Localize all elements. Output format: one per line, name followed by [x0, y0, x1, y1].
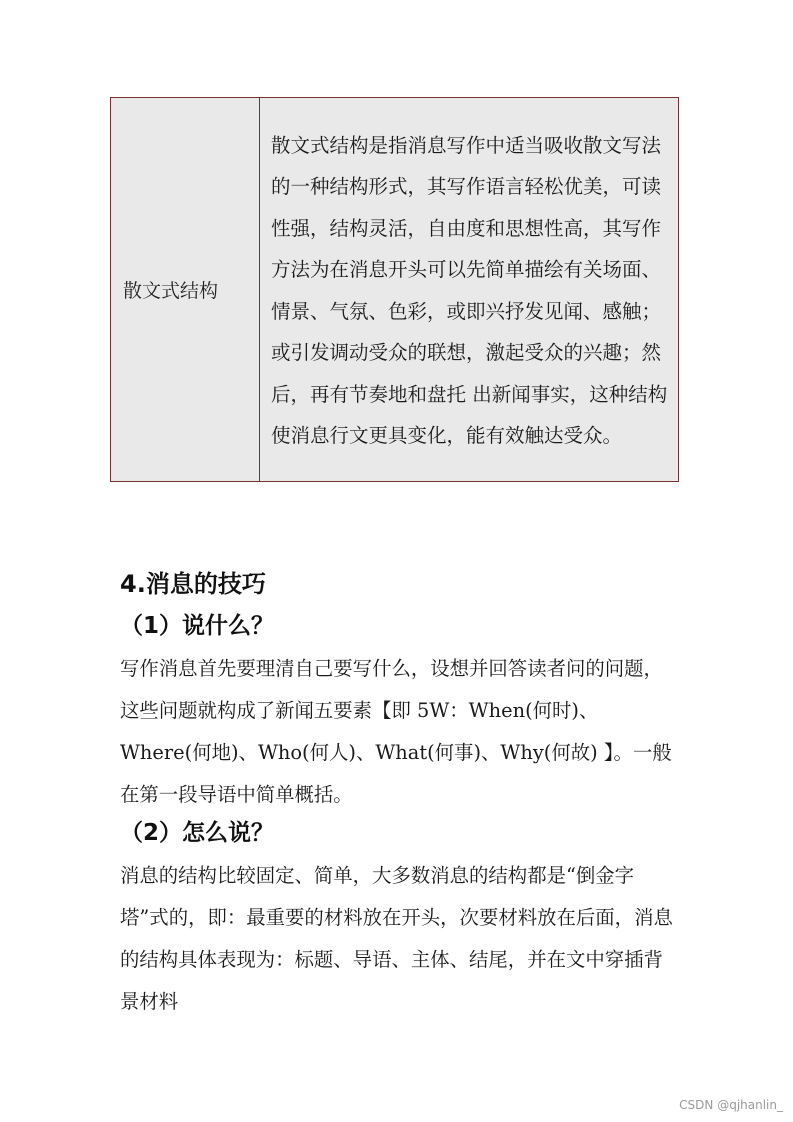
structure-description-cell: 散文式结构是指消息写作中适当吸收散文写法的一种结构形式，其写作语言轻松优美，可读性强，结构灵活，自由度和思想性高，其写作方法为在消息开头可以先简单描绘有关场面、情景、气氛、色彩，或即兴抒发见闻、感触；或引发调动受众的联想，激起受众的兴趣；然后，再有节奏地和盘托 出新闻事实，这种结构使消息行文更具变化，能有效触达受众。 — [260, 98, 679, 482]
watermark: CSDN @qjhanlin_ — [679, 1098, 783, 1112]
subheading-what-to-say: （1）说什么？ — [120, 613, 275, 639]
paragraph-what-to-say: 写作消息首先要理清自己要写什么，设想并回答读者问的问题，这些问题就构成了新闻五要素【即 5W：When(何时)、Where(何地)、Who(何人)、What(何事)、Why(何故) 】。一般在第一段导语中简单概括。 — [120, 657, 672, 806]
subheading-how-to-say: （2）怎么说？ — [120, 820, 275, 846]
structure-name-cell: 散文式结构 — [111, 98, 260, 482]
section-heading: 4.消息的技巧 — [120, 570, 266, 598]
paragraph-how-to-say: 消息的结构比较固定、简单，大多数消息的结构都是“倒金字塔”式的，即：最重要的材料放在开头，次要材料放在后面，消息的结构具体表现为：标题、导语、主体、结尾，并在文中穿插背景材料 — [120, 864, 673, 1013]
structure-table — [110, 97, 679, 482]
table-row — [111, 98, 679, 482]
